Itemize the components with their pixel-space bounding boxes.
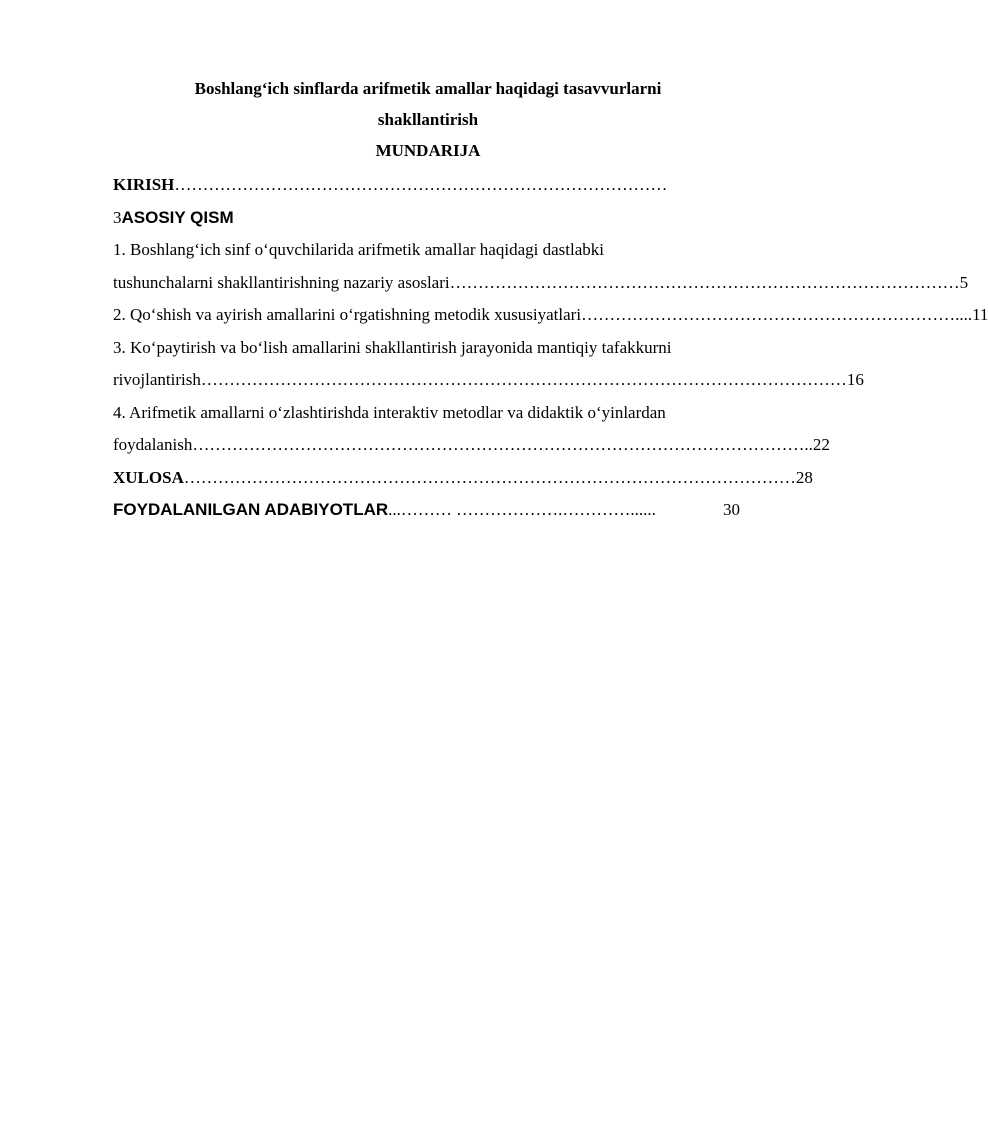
toc-leader-dots: ……………………………………………………………………………… bbox=[449, 272, 960, 292]
toc-entry-label: XULOSA bbox=[113, 467, 184, 487]
toc-entry-asosiy-qism bbox=[113, 202, 740, 235]
toc-entry-xulosa bbox=[113, 462, 813, 495]
toc-leader-dots: ………………………………………………………………………………………………. bbox=[192, 435, 809, 454]
toc-entry-4-line-2 bbox=[113, 429, 830, 462]
toc-entry-1-line-2 bbox=[113, 267, 969, 300]
title-block bbox=[113, 73, 743, 166]
toc-leader-dots: …………………………………………………………………………………………………… bbox=[200, 370, 847, 389]
toc-entry-3-line-2 bbox=[113, 364, 864, 397]
toc-entry-2 bbox=[113, 299, 988, 332]
toc-entry-label: tushunchalarni shakllantirishning nazariy asoslari bbox=[113, 272, 450, 292]
toc-heading: MUNDARIJA bbox=[375, 141, 481, 160]
toc-entry-4-line-1 bbox=[113, 397, 740, 430]
toc-entry-kirish bbox=[113, 169, 740, 202]
toc-entry-1-line-1 bbox=[113, 234, 740, 267]
toc-leader-dots: ...……… ……………….…………...... bbox=[388, 500, 656, 519]
toc-entry-label: rivojlantirish bbox=[113, 370, 201, 389]
toc-entry-label: ASOSIY QISM bbox=[121, 207, 234, 227]
toc-page-number: 30 bbox=[723, 500, 740, 519]
toc-entry-label: 1. Boshlang‘ich sinf o‘quvchilarida arifmetik amallar haqidagi dastlabki bbox=[113, 240, 604, 259]
toc-entry-label: 2. Qo‘shish va ayirish amallarini o‘rgatishning metodik xususiyatlari bbox=[113, 305, 582, 324]
toc-page-number: 28 bbox=[795, 467, 813, 487]
document-title-line-2: shakllantirish bbox=[377, 110, 479, 129]
toc-leader-dots: ………………………………………………………….. bbox=[581, 305, 964, 324]
toc-entry-prefix: 3 bbox=[113, 207, 122, 227]
toc-leader-dots: ……………………………………………………………………………………………… bbox=[183, 467, 796, 487]
toc-page-number: 5 bbox=[959, 272, 969, 292]
toc-page-number: .22 bbox=[808, 435, 830, 454]
toc-page-number: ..11 bbox=[963, 305, 988, 324]
toc-page-number: 16 bbox=[846, 370, 864, 389]
toc-entry-label: foydalanish bbox=[113, 435, 193, 454]
table-of-contents bbox=[113, 169, 988, 527]
toc-entry-label: FOYDALANILGAN ADABIYOTLAR bbox=[113, 500, 389, 519]
toc-leader-dots: …………………………………………………………………………… bbox=[174, 175, 668, 194]
toc-entry-adabiyotlar bbox=[113, 494, 740, 527]
toc-entry-label: 3. Ko‘paytirish va bo‘lish amallarini shakllantirish jarayonida mantiqiy tafakkurni bbox=[113, 337, 672, 357]
toc-entry-label: KIRISH bbox=[113, 175, 175, 194]
document-title-line-1: Boshlang‘ich sinflarda arifmetik amallar haqidagi tasavvurlarni bbox=[194, 79, 662, 98]
toc-entry-3-line-1 bbox=[113, 332, 740, 365]
toc-entry-label: 4. Arifmetik amallarni o‘zlashtirishda interaktiv metodlar va didaktik o‘yinlardan bbox=[113, 402, 666, 422]
